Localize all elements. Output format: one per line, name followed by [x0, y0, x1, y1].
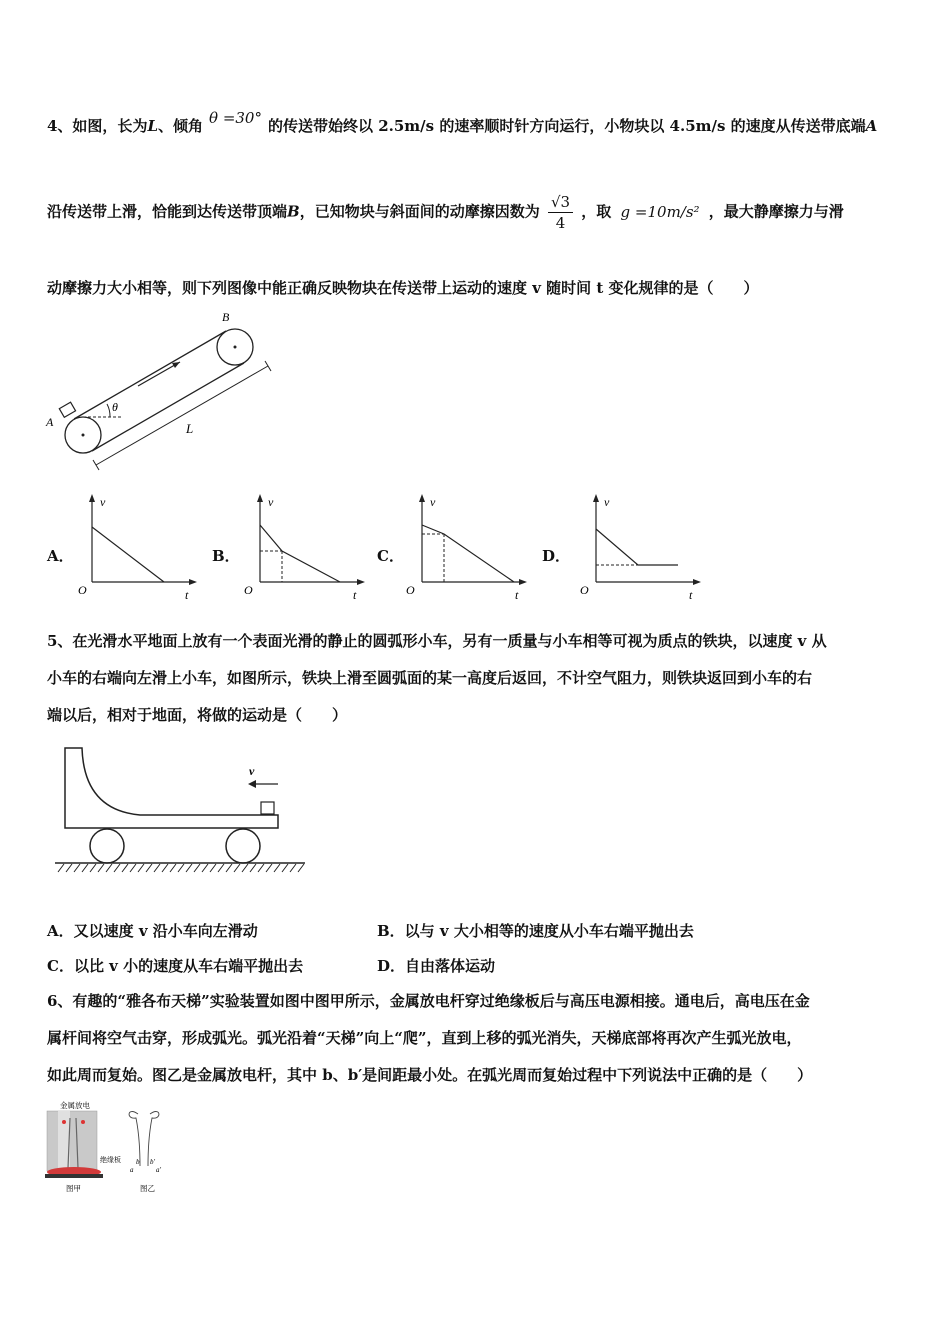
svg-text:v: v — [604, 495, 610, 509]
q4-line-1: 4、如图，长为L、倾角 θ =30° 的传送带始终以 2.5m/s 的速率顺时针方向运行，小物块以 4.5m/s 的速度从传送带底端A — [47, 109, 878, 135]
svg-text:b: b — [136, 1158, 140, 1166]
q5-line-2: 小车的右端向左滑上小车，如图所示，铁块上滑至圆弧面的某一高度后返回，不计空气阻力，则铁块返回到小车的右 — [47, 669, 813, 687]
svg-text:O: O — [78, 583, 87, 597]
q5-option-b: B．以与 v 大小相等的速度从小车右端平抛出去 — [377, 922, 694, 940]
svg-text:t: t — [689, 588, 693, 602]
option-b-label: B． — [212, 547, 240, 565]
svg-text:v: v — [430, 495, 436, 509]
graph-option-b — [240, 492, 370, 602]
jacobs-ladder-figure — [42, 1098, 192, 1198]
svg-text:a′: a′ — [156, 1166, 162, 1174]
theta-label: θ — [112, 400, 118, 414]
fig-yi-label: 图乙 — [140, 1184, 155, 1193]
velocity-line — [260, 525, 340, 582]
q6-line-3: 如此周而复始。图乙是金属放电杆，其中 b、b′是间距最小处。在弧光周而复始过程中下列说法中正确的是（ ） — [47, 1066, 813, 1084]
q6-line-1: 6、有趣的“雅各布天梯”实验装置如图中图甲所示，金属放电杆穿过绝缘板后与高压电源相接。通电后，高电压在金 — [47, 992, 810, 1010]
svg-text:v: v — [268, 495, 274, 509]
point-b-label: B — [222, 310, 230, 324]
left-wheel — [90, 829, 124, 863]
graph-option-c — [402, 492, 532, 602]
svg-text:t: t — [353, 588, 357, 602]
svg-text:t: t — [185, 588, 189, 602]
q4-line-2: 沿传送带上滑，恰能到达传送带顶端B，已知物块与斜面间的动摩擦因数为 $\frac{√3}{4}$ ，取 g =10m/s² ，最大静摩擦力与滑 — [47, 193, 844, 232]
option-c-label: C． — [377, 547, 404, 565]
arc-cart-body — [65, 748, 278, 828]
svg-text:O: O — [580, 583, 589, 597]
svg-text:v: v — [100, 495, 106, 509]
svg-text:b′: b′ — [150, 1158, 156, 1166]
theta-formula: θ =30° — [209, 109, 262, 127]
q5-option-a: A．又以速度 v 沿小车向左滑动 — [47, 922, 258, 940]
metal-rod-label: 金属放电 — [60, 1101, 90, 1110]
velocity-line — [422, 525, 514, 582]
graph-option-d — [576, 492, 706, 602]
q6-line-2: 属杆间将空气击穿，形成弧光。弧光沿着“天梯”向上“爬”，直到上移的弧光消失，天梯底部将再次产生弧光放电， — [47, 1029, 802, 1047]
right-wheel — [226, 829, 260, 863]
velocity-line — [596, 529, 678, 565]
iron-block — [261, 802, 274, 814]
friction-fraction: $\frac{√3}{4}$ — [548, 192, 573, 233]
option-d-label: D． — [542, 547, 571, 565]
svg-text:O: O — [406, 583, 415, 597]
conveyor-belt-figure — [40, 305, 290, 475]
point-a-label: A — [46, 415, 54, 429]
option-a-label: A． — [47, 547, 74, 565]
q5-option-d: D．自由落体运动 — [377, 957, 496, 975]
q4-line-3: 动摩擦力大小相等，则下列图像中能正确反映物块在传送带上运动的速度 v 随时间 t 变化规律的是（ ） — [47, 279, 759, 297]
q5-option-c: C．以比 v 小的速度从车右端平抛出去 — [47, 957, 304, 975]
fig-jia-label: 图甲 — [66, 1184, 81, 1193]
block — [59, 402, 75, 417]
velocity-line — [92, 527, 164, 582]
length-label: L — [186, 421, 194, 436]
cart-figure — [50, 740, 310, 885]
svg-text:O: O — [244, 583, 253, 597]
velocity-label: v — [249, 764, 255, 778]
svg-text:t: t — [515, 588, 519, 602]
q5-line-1: 5、在光滑水平地面上放有一个表面光滑的静止的圆弧形小车，另有一质量与小车相等可视为质点的铁块，以速度 v 从 — [47, 632, 827, 650]
q5-line-3: 端以后，相对于地面，将做的运动是（ ） — [47, 706, 348, 724]
glass-cylinder — [47, 1111, 97, 1171]
svg-text:a: a — [130, 1166, 134, 1174]
graph-option-a — [72, 492, 202, 602]
insulator-label: 绝缘板 — [100, 1156, 121, 1164]
g-formula: g =10m/s² — [620, 202, 700, 221]
